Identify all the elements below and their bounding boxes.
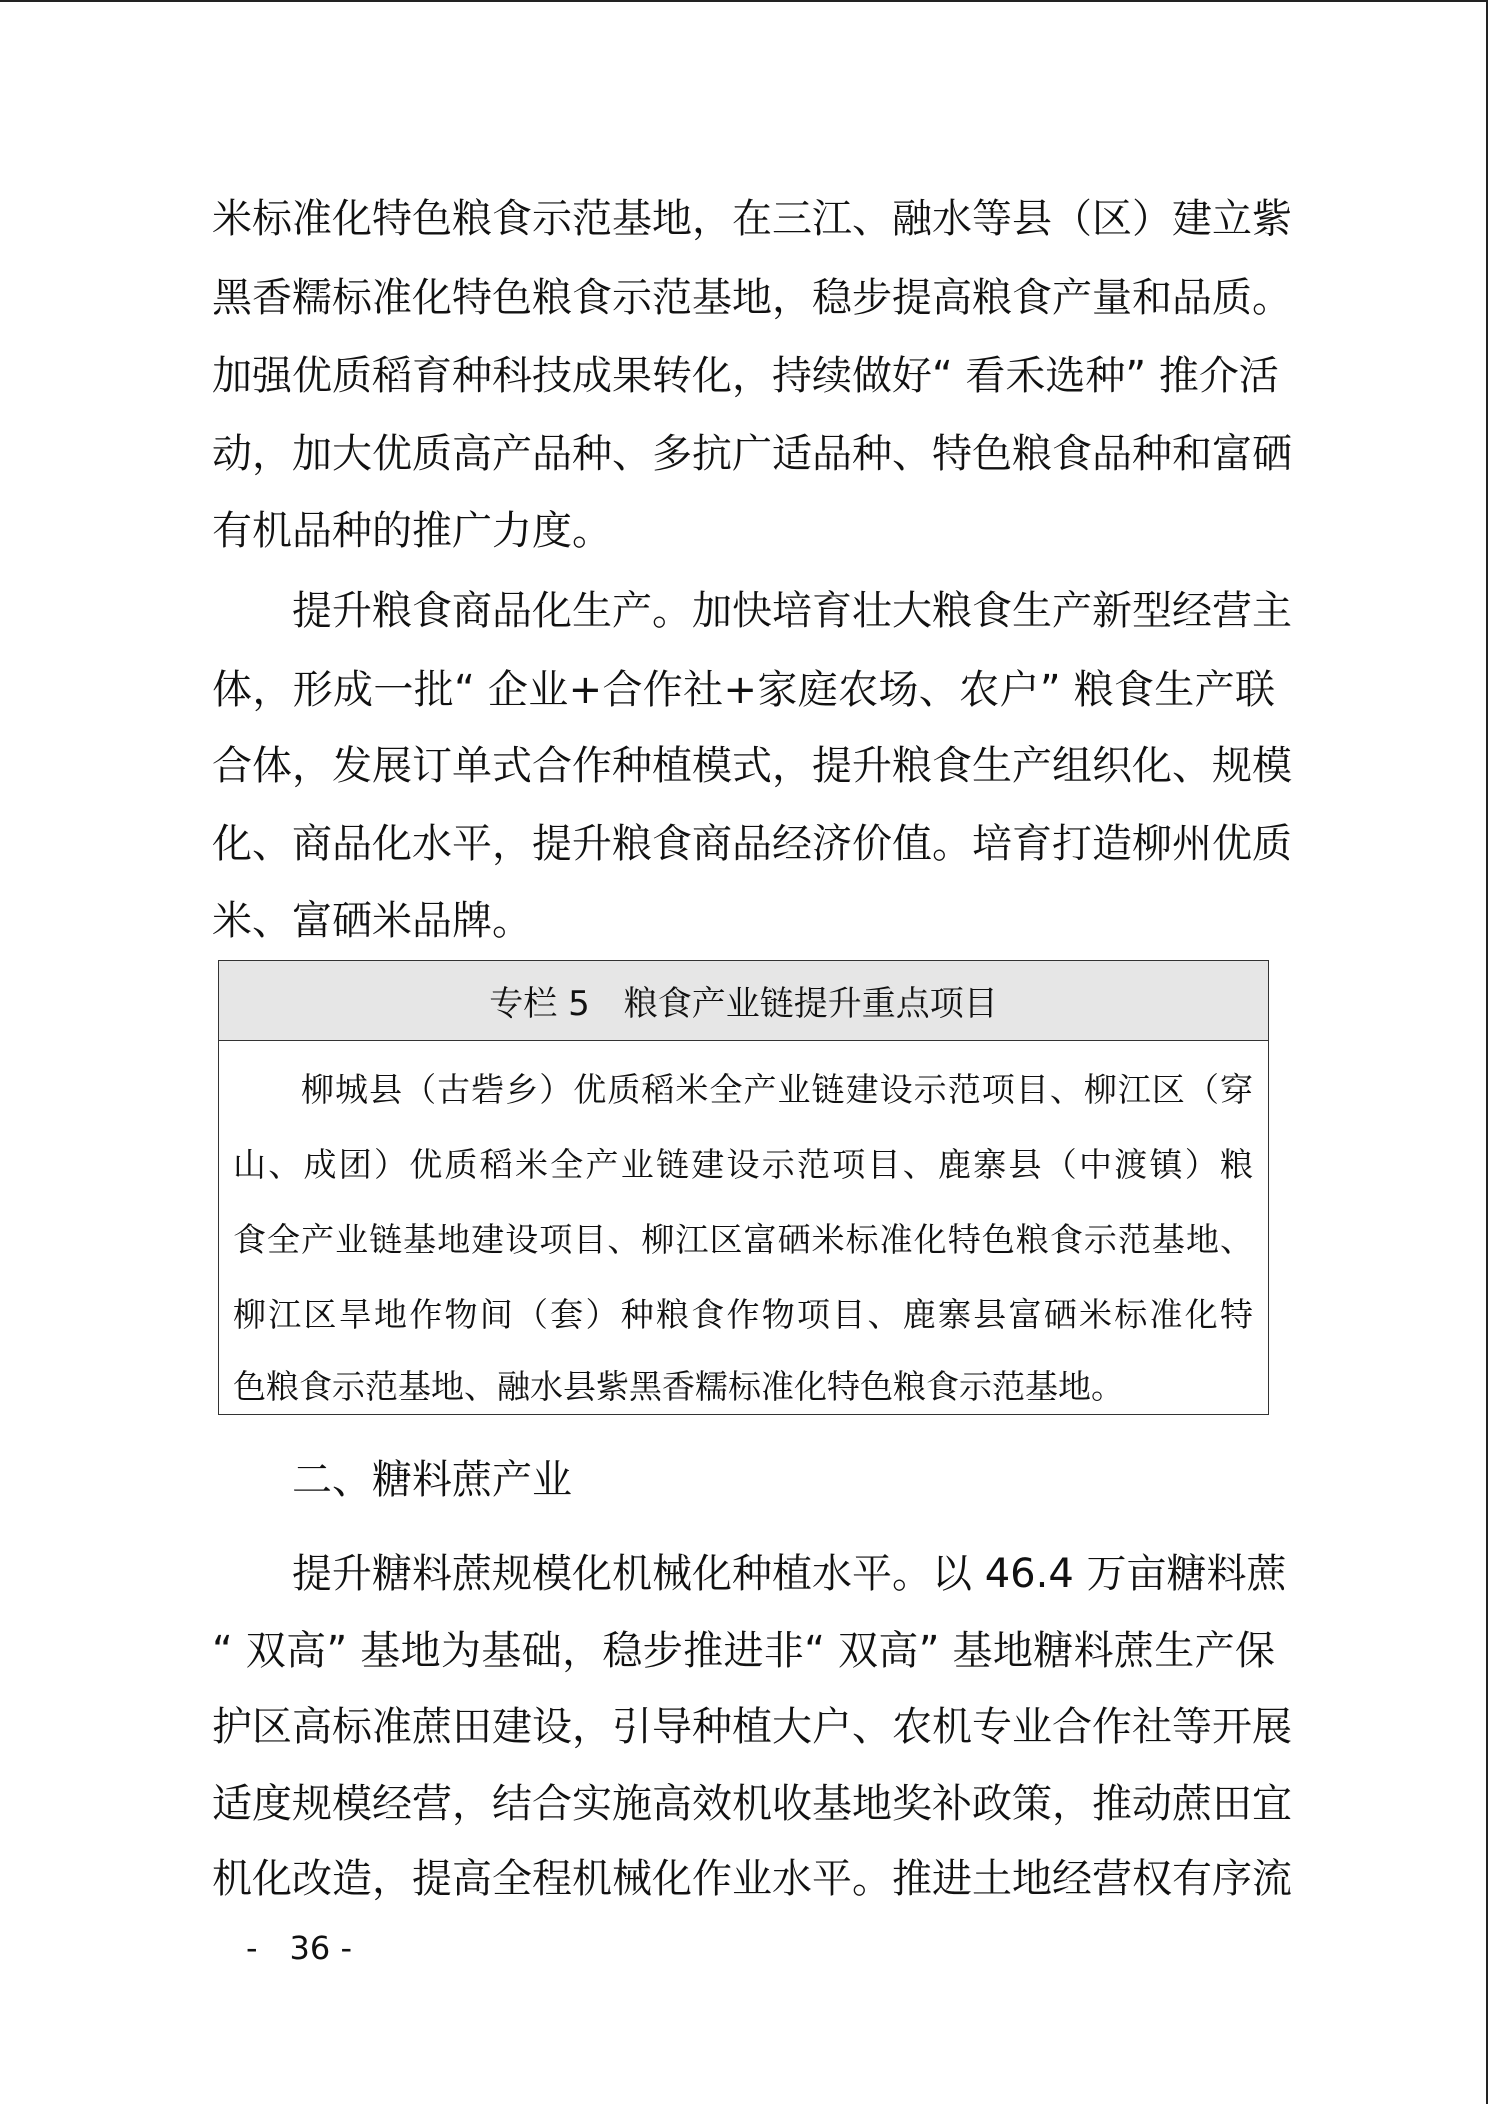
project-box [218, 960, 1269, 1415]
project-box-title: 专栏 5 粮食产业链提升重点项目 [219, 961, 1268, 1041]
text-line: 护区高标准蔗田建设，引导种植大户、农机专业合作社等开展 [212, 1704, 1292, 1750]
box-text-line: 山、成团）优质稻米全产业链建设示范项目、鹿寨县（中渡镇）粮 [233, 1145, 1253, 1184]
box-text-line: 柳城县（古砦乡）优质稻米全产业链建设示范项目、柳江区（穿 [301, 1070, 1253, 1109]
text-line: 适度规模经营，结合实施高效机收基地奖补政策，推动蔗田宜 [212, 1781, 1292, 1827]
text-line: 加强优质稻育种科技成果转化，持续做好“ 看禾选种” 推介活 [212, 353, 1279, 399]
text-line: 有机品种的推广力度。 [212, 508, 612, 554]
page-border-top [0, 0, 1488, 2]
text-line: 合体，发展订单式合作种植模式，提升粮食生产组织化、规模 [212, 743, 1292, 789]
section-heading: 二、糖料蔗产业 [292, 1457, 572, 1503]
text-line: 体，形成一批“ 企业+合作社+家庭农场、农户” 粮食生产联 [212, 667, 1275, 713]
text-line: 机化改造，提高全程机械化作业水平。推进土地经营权有序流 [212, 1856, 1292, 1902]
text-line: 黑香糯标准化特色粮食示范基地，稳步提高粮食产量和品质。 [212, 275, 1292, 321]
box-text-line: 色粮食示范基地、融水县紫黑香糯标准化特色粮食示范基地。 [233, 1367, 1124, 1406]
box-text-line: 柳江区旱地作物间（套）种粮食作物项目、鹿寨县富硒米标准化特 [233, 1295, 1253, 1334]
page-number: - 36 - [246, 1929, 352, 1967]
text-line: 米标准化特色粮食示范基地，在三江、融水等县（区）建立紫 [212, 196, 1292, 242]
text-line: 化、商品化水平，提升粮食商品经济价值。培育打造柳州优质 [212, 821, 1292, 867]
text-line: 米、富硒米品牌。 [212, 898, 532, 944]
text-line: 动，加大优质高产品种、多抗广适品种、特色粮食品种和富硒 [212, 431, 1292, 477]
text-line: 提升糖料蔗规模化机械化种植水平。以 46.4 万亩糖料蔗 [292, 1551, 1287, 1597]
text-line: 提升粮食商品化生产。加快培育壮大粮食生产新型经营主 [292, 588, 1292, 634]
text-line: “ 双高” 基地为基础，稳步推进非“ 双高” 基地糖料蔗生产保 [212, 1628, 1275, 1674]
box-text-line: 食全产业链基地建设项目、柳江区富硒米标准化特色粮食示范基地、 [233, 1220, 1253, 1259]
